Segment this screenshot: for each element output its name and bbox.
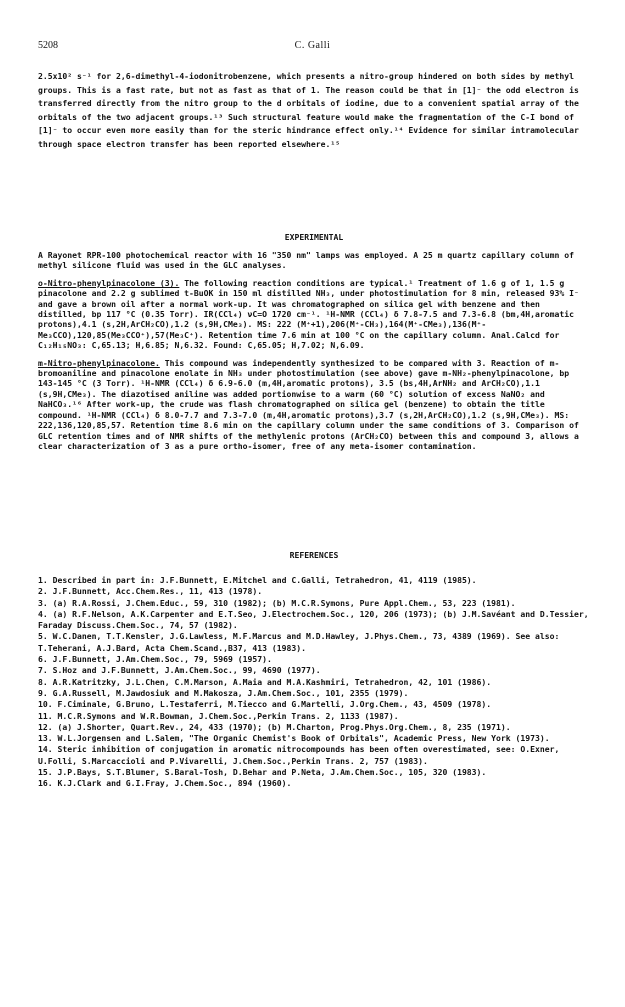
experimental-heading: EXPERIMENTAL <box>284 232 344 242</box>
ortho-paragraph <box>38 278 590 351</box>
page-number: 5208 <box>38 40 58 51</box>
reference-item: 15. J.P.Bays, S.T.Blumer, S.Baral-Tosh, D.Behar and P.Neta, J.Am.Chem.Soc., 105, 320 (1983). <box>38 767 487 778</box>
experimental-intro: A Rayonet RPR-100 photochemical reactor with 16 "350 nm" lamps was employed. A 25 m quartz capillary column of methyl silicone fluid was used in the GLC analyses. <box>38 250 575 271</box>
intro-paragraph: 2.5x10² s⁻¹ for 2,6-dimethyl-4-iodonitrobenzene, which presents a nitro-group hindered on both sides by methyl groups. This is a fast rate, but not as fast as that of 1. The reason could be that in [1]⁻ the odd electron is transferred directly from the nitro group to the d orbitals of iodine, due to a convenient spatial array of the orbitals of the two adjacent groups.¹³ Such structural feature would make the fragmentation of the C-I bond of [1]⁻ to occur even more easily than for the steric hindrance effect only.¹⁴ Evidence for similar intramolecular through space electron transfer has been reported elsewhere.¹⁵ <box>38 71 579 149</box>
reference-item: 4. (a) R.F.Nelson, A.K.Carpenter and E.T.Seo, J.Electrochem.Soc., 120, 206 (1973); (b) J.M.Savéant and D.Tessier, Faraday Discuss.Chem.Soc., 74, 57 (1982). <box>38 608 589 631</box>
reference-item: 2. J.F.Bunnett, Acc.Chem.Res., 11, 413 (1978). <box>38 586 263 597</box>
reference-item: 11. M.C.R.Symons and W.R.Bowman, J.Chem.Soc.,Perkin Trans. 2, 1133 (1987). <box>38 710 399 721</box>
reference-item: 13. W.L.Jorgensen and L.Salem, "The Organic Chemist's Book of Orbitals", Academic Press, New York (1973). <box>38 733 550 744</box>
reference-item: 10. F.Ciminale, G.Bruno, L.Testaferri, M.Tiecco and G.Martelli, J.Org.Chem., 43, 4509 (1978). <box>38 699 492 710</box>
meta-compound-text: This compound was independently synthesized to be compared with 3. Reaction of m-bromoaniline and pinacolone enolate in NH₃ under photostimulation (see above) gave m-NH₂-phenylpinacolone, bp 143-145 °C (3 Torr). ¹H-NMR (CCl₄) δ 6.9-6.0 (m,4H,aromatic protons), 3.5 (bs,4H,ArNH₂ and ArCH₂CO),1.1 (s,9H,CMe₃). The diazotised aniline was added portionwise to a warm (60 °C) solution of excess NaNO₂ and NaHCO₃.¹⁶ After work-up, the crude was flash chromatographed on silica gel (benzene) to obtain the title compound. ¹H-NMR (CCl₄) δ 8.0-7.7 and 7.3-7.0 (m,4H,aromatic protons),3.7 (s,2H,ArCH₂CO),1.2 (s,9H,CMe₃). MS: 222,136,120,85,57. Retention time 8.6 min on the capillary column under the same conditions of 3. Comparison of GLC retention times and of NMR shifts of the methylenic protons (ArCH₂CO) between this and compound 3, allows a clear characterization of 3 as a pure ortho-isomer, free of any meta-isomer contamination. <box>38 357 579 451</box>
references-list <box>38 575 590 790</box>
reference-item: 8. A.R.Katritzky, J.L.Chen, C.M.Marson, A.Maia and M.A.Kashmiri, Tetrahedron, 42, 101 (1986). <box>38 676 492 687</box>
intro-section <box>38 70 590 152</box>
reference-item: 7. S.Hoz and J.F.Bunnett, J.Am.Chem.Soc., 99, 4690 (1977). <box>38 665 321 676</box>
ortho-compound-title: o-Nitro-phenylpinacolone (3). <box>38 277 180 288</box>
running-author: C. Galli <box>294 40 331 51</box>
experimental-section <box>38 250 590 458</box>
reference-item: 14. Steric inhibition of conjugation in aromatic nitrocompounds has been often overestimated, see: O.Exner, U.Folli, S.Marcaccioli and P.Vivarelli, J.Chem.Soc.,Perkin Trans. 2, 757 (1983). <box>38 744 560 766</box>
page-header <box>38 40 587 54</box>
reference-item: 5. W.C.Danen, T.T.Kensler, J.G.Lawless, M.F.Marcus and M.D.Hawley, J.Phys.Chem., 73, 4389 (1969). See also: T.Teherani, A.J.Bard, Acta Chem.Scand.,B37, 413 (1983). <box>38 631 560 653</box>
reference-item: 6. J.F.Bunnett, J.Am.Chem.Soc., 79, 5969 (1957). <box>38 654 272 665</box>
meta-compound-title: m-Nitro-phenylpinacolone. <box>38 357 160 368</box>
reference-item: 16. K.J.Clark and G.I.Fray, J.Chem.Soc., 894 (1960). <box>38 778 292 789</box>
references-heading: REFERENCES <box>289 550 339 560</box>
reference-item: 12. (a) J.Shorter, Quart.Rev., 24, 433 (1970); (b) M.Charton, Prog.Phys.Org.Chem., 8, 235 (1971). <box>38 721 511 732</box>
ortho-compound-text: The following reaction conditions are typical.¹ Treatment of 1.6 g of 1, 1.5 g pinacolone and 2.2 g sublimed t-BuOK in 150 ml distilled NH₃, under photostimulation for 8 min, released 93% I⁻ and gave a brown oil after a normal work-up. It was chromatographed on silica gel with benzene and then distilled, bp 117 °C (0.35 Torr). IR(CCl₄) νC=O 1720 cm⁻¹. ¹H-NMR (CCl₄) δ 7.8-7.5 and 7.3-6.8 (bm,4H,aromatic protons),4.1 (s,2H,ArCH₂CO),1.2 (s,9H,CMe₃). MS: 222 (M⁺+1),206(M⁺-CH₃),164(M⁺-CMe₃),136(M⁺-Me₃CCO),120,85(Me₃CCO⁺),57(Me₃C⁺). Retention time 7.6 min at 100 °C on the capillary column. Anal.Calcd for C₁₂H₁₅NO₃: C,65.13; H,6.85; N,6.32. Found: C,65.05; H,7.02; N,6.09. <box>38 277 579 351</box>
references-section <box>38 575 590 790</box>
meta-paragraph <box>38 358 590 452</box>
reference-item: 3. (a) R.A.Rossi, J.Chem.Educ., 59, 310 (1982); (b) M.C.R.Symons, Pure Appl.Chem., 53, 223 (1981). <box>38 597 516 608</box>
reference-item: 9. G.A.Russell, M.Jawdosiuk and M.Makosza, J.Am.Chem.Soc., 101, 2355 (1979). <box>38 687 409 698</box>
reference-item: 1. Described in part in: J.F.Bunnett, E.Mitchel and C.Galli, Tetrahedron, 41, 4119 (1985). <box>38 575 477 585</box>
